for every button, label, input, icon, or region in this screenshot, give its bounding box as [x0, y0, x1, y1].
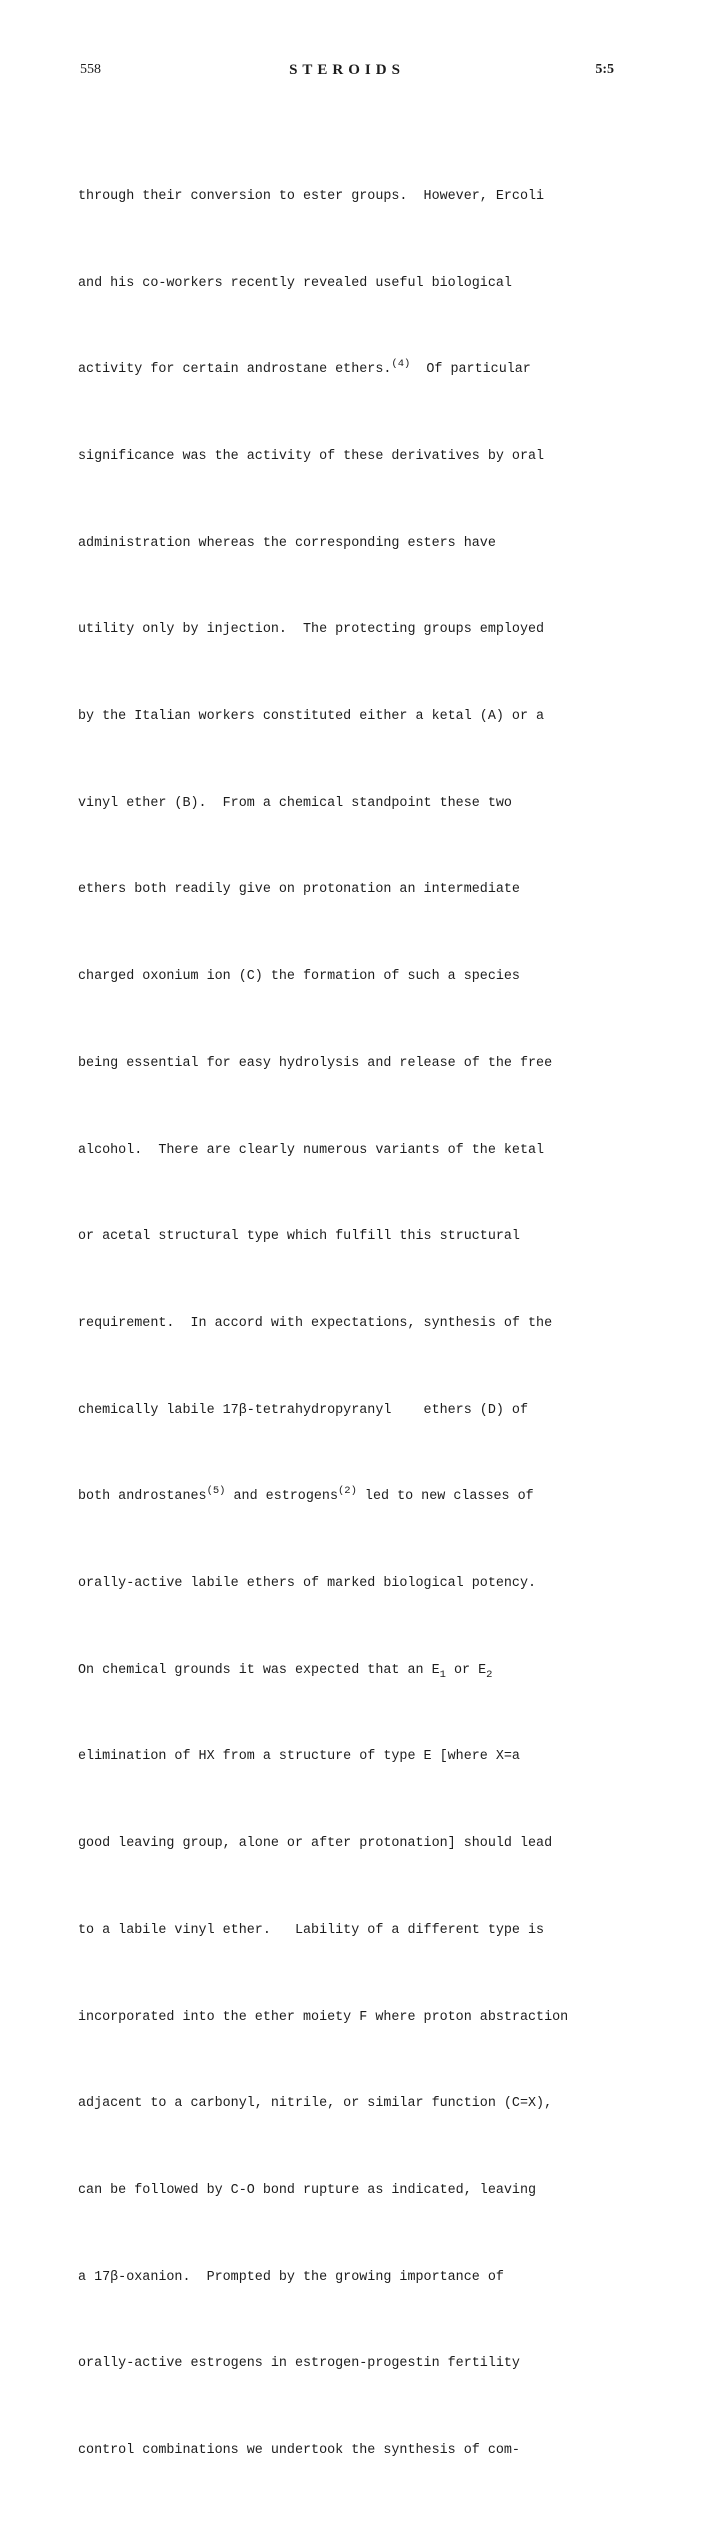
text-line: charged oxonium ion (C) the formation of such a species	[78, 969, 520, 985]
text-line: requirement. In accord with expectations, synthesis of the	[78, 1315, 553, 1331]
text-line: alcohol. There are clearly numerous variants of the ketal	[78, 1142, 545, 1158]
text-line: by the Italian workers constituted either a ketal (A) or a	[78, 709, 545, 725]
issue-number: 5:5	[595, 62, 614, 77]
text-line: control combinations we undertook the synthesis of com-	[78, 2443, 520, 2459]
page-number: 558	[80, 62, 101, 77]
reference-superscript: (5)	[206, 1485, 226, 1498]
text-line: orally-active labile ethers of marked biological potency.	[78, 1576, 537, 1592]
text-line: to a labile vinyl ether. Lability of a different type is	[78, 1922, 545, 1938]
text-segment: and estrogens	[225, 1489, 338, 1505]
text-segment: Of particular	[410, 362, 531, 378]
text-line: adjacent to a carbonyl, nitrile, or similar function (C=X),	[78, 2096, 553, 2112]
text-segment: led to new classes of	[356, 1489, 534, 1505]
text-line: elimination of HX from a structure of type E [where X=a	[78, 1749, 520, 1765]
text-line	[78, 356, 638, 385]
subscript: 2	[486, 1668, 493, 1681]
reference-superscript: (4)	[391, 358, 411, 371]
subscript: 1	[439, 1668, 446, 1681]
text-line: incorporated into the ether moiety F where proton abstraction	[78, 2009, 569, 2025]
text-line: chemically labile 17β-tetrahydropyranyl ethers (D) of	[78, 1402, 528, 1418]
reference-superscript: (2)	[337, 1485, 357, 1498]
page-header	[80, 62, 614, 86]
text-line: utility only by injection. The protecting groups employed	[78, 622, 545, 638]
text-line	[78, 1483, 638, 1512]
text-segment: or E	[445, 1662, 487, 1678]
text-segment: both androstanes	[78, 1489, 207, 1505]
text-line: and his co-workers recently revealed useful biological	[78, 275, 512, 291]
body-text	[78, 125, 638, 2524]
text-line: good leaving group, alone or after protonation] should lead	[78, 1836, 553, 1852]
journal-title: STEROIDS	[289, 62, 405, 78]
text-line: vinyl ether (B). From a chemical standpoint these two	[78, 795, 512, 811]
text-line: through their conversion to ester groups. However, Ercoli	[78, 188, 545, 204]
text-segment: activity for certain androstane ethers.	[78, 362, 392, 378]
text-line: orally-active estrogens in estrogen-progestin fertility	[78, 2356, 520, 2372]
text-line: ethers both readily give on protonation an intermediate	[78, 882, 520, 898]
text-line: significance was the activity of these derivatives by oral	[78, 448, 545, 464]
text-segment: On chemical grounds it was expected that an E	[78, 1662, 440, 1678]
text-line: being essential for easy hydrolysis and release of the free	[78, 1055, 553, 1071]
text-line	[78, 1657, 638, 1686]
text-line: administration whereas the corresponding esters have	[78, 535, 496, 551]
text-line: a 17β-oxanion. Prompted by the growing importance of	[78, 2269, 504, 2285]
text-line: or acetal structural type which fulfill this structural	[78, 1229, 520, 1245]
text-line: can be followed by C-O bond rupture as indicated, leaving	[78, 2182, 537, 2198]
